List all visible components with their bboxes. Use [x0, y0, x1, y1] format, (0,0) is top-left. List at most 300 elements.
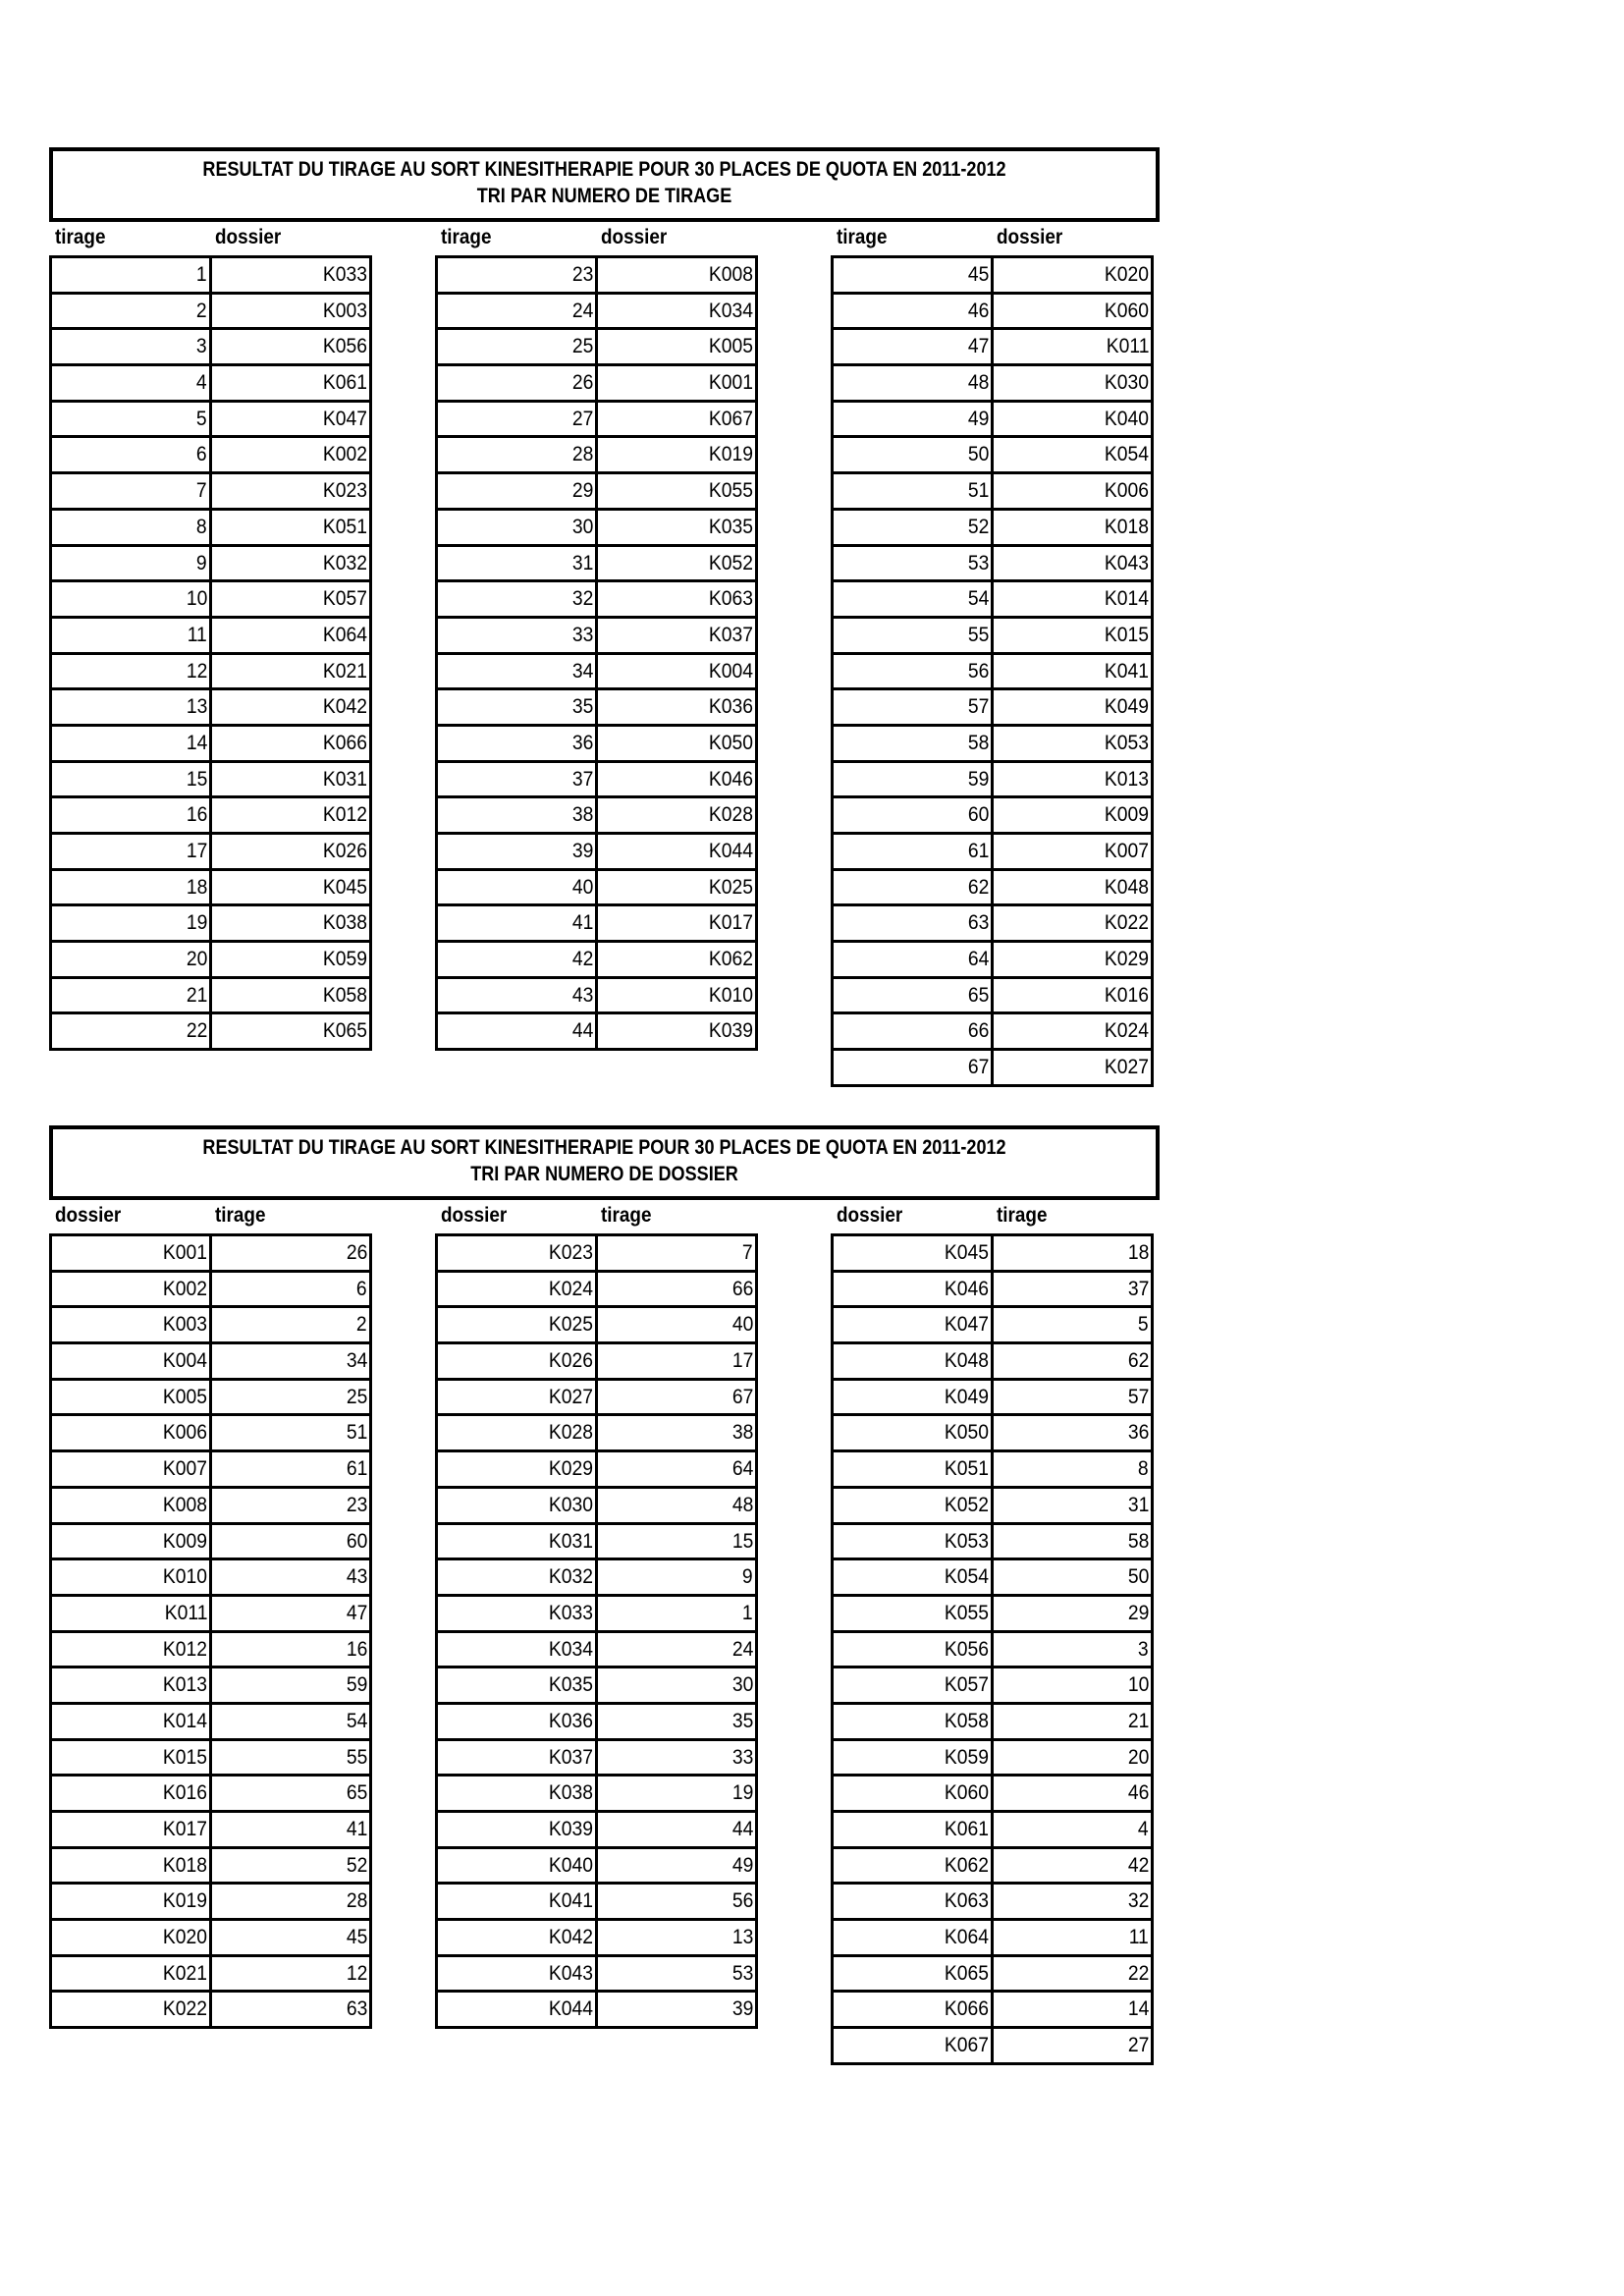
table-row [438, 1560, 758, 1597]
table-cell-first [834, 1957, 994, 1991]
cell-value: 7 [742, 1241, 753, 1264]
table-row [52, 871, 372, 907]
table-row [52, 763, 372, 799]
cell-value: K030 [1104, 371, 1149, 395]
table-cell-second [598, 1489, 758, 1522]
table-row [834, 547, 1154, 583]
cell-value: K047 [944, 1313, 989, 1337]
cell-value: 35 [731, 1709, 753, 1732]
cell-value: K065 [944, 1961, 989, 1985]
cell-value: K019 [708, 443, 753, 466]
table-row [834, 1051, 1154, 1087]
cell-value: 47 [967, 335, 989, 358]
table-cell-second [212, 1849, 372, 1883]
table-cell-second [598, 906, 758, 940]
table-row [834, 835, 1154, 871]
cell-value: 10 [186, 587, 207, 611]
table-row [834, 1452, 1154, 1489]
cell-value: K067 [944, 2034, 989, 2057]
cell-value: K031 [322, 767, 367, 791]
cell-value: 53 [967, 551, 989, 574]
table-cell-first [834, 1525, 994, 1558]
table-cell-first [52, 295, 212, 328]
table-cell-first [52, 1273, 212, 1306]
cell-value: 21 [1127, 1709, 1149, 1732]
cell-value: 7 [196, 479, 207, 503]
table-row [438, 727, 758, 763]
table-row [438, 1308, 758, 1344]
table-cell-first [834, 2029, 994, 2062]
table-cell-first [834, 619, 994, 652]
cell-value: K053 [1104, 731, 1149, 754]
cell-value: K062 [944, 1853, 989, 1877]
cell-value: K011 [164, 1601, 207, 1624]
table-row [834, 1381, 1154, 1417]
table-cell-first [438, 403, 598, 436]
table-row [834, 1489, 1154, 1525]
cell-value: K036 [548, 1709, 593, 1732]
table-row [438, 474, 758, 511]
cell-value: 10 [1127, 1673, 1149, 1697]
table-cell-first [834, 763, 994, 796]
cell-value: K026 [548, 1349, 593, 1373]
table-cell-second [598, 547, 758, 580]
cell-value: K013 [1104, 767, 1149, 791]
table-cell-first [834, 330, 994, 363]
cell-value: K005 [708, 335, 753, 358]
cell-value: K051 [944, 1457, 989, 1481]
cell-value: 25 [571, 335, 593, 358]
cell-value: 17 [186, 840, 207, 862]
table-cell-second [212, 619, 372, 652]
table-cell-second [212, 798, 372, 832]
cell-value: K018 [162, 1853, 207, 1877]
table-cell-first [52, 547, 212, 580]
table-row [438, 1489, 758, 1525]
table-cell-second [994, 835, 1154, 868]
table-row [438, 619, 758, 655]
table-cell-second [212, 1705, 372, 1738]
cell-value: K061 [944, 1818, 989, 1840]
table-row [834, 582, 1154, 619]
cell-value: 60 [346, 1529, 367, 1553]
table-row [52, 1236, 372, 1273]
table-cell-second [212, 474, 372, 508]
cell-value: K044 [708, 840, 753, 862]
cell-value: K041 [548, 1889, 593, 1913]
cell-value: K047 [322, 407, 367, 430]
table-cell-second [212, 835, 372, 868]
cell-value: K024 [1104, 1019, 1149, 1043]
table-row [52, 1705, 372, 1741]
cell-value: 8 [196, 515, 207, 538]
column-header: dossier [997, 226, 1063, 248]
table-cell-first [438, 1452, 598, 1486]
cell-value: K014 [1104, 587, 1149, 611]
table-row [834, 1741, 1154, 1777]
table-cell-second [598, 1885, 758, 1918]
table-row [52, 906, 372, 943]
table-cell-second [598, 871, 758, 904]
cell-value: 57 [967, 695, 989, 719]
table-row [834, 871, 1154, 907]
table-cell-second [212, 1993, 372, 2026]
cell-value: K011 [1106, 335, 1149, 358]
cell-value: 62 [1127, 1349, 1149, 1373]
table-cell-second [598, 1452, 758, 1486]
cell-value: K030 [548, 1493, 593, 1516]
cell-value: 6 [356, 1277, 367, 1300]
cell-value: K022 [1104, 911, 1149, 935]
title-line-1: RESULTAT DU TIRAGE AU SORT KINESITHERAPIE POUR 30 PLACES DE QUOTA EN 2011-2012 [202, 158, 1006, 181]
table-cell-second [212, 258, 372, 292]
table-cell-first [52, 511, 212, 544]
table-row [438, 1416, 758, 1452]
table-row [834, 1668, 1154, 1705]
table-cell-first [52, 1993, 212, 2026]
table-cell-second [994, 403, 1154, 436]
table-cell-second [598, 727, 758, 760]
cell-value: 50 [1127, 1565, 1149, 1589]
table-row [834, 295, 1154, 331]
column-header: dossier [55, 1204, 122, 1227]
table-cell-second [598, 330, 758, 363]
table-cell-first [52, 1381, 212, 1414]
table-cell-first [438, 1236, 598, 1270]
cell-value: K015 [162, 1745, 207, 1769]
cell-value: 40 [731, 1313, 753, 1337]
table-row [438, 1921, 758, 1957]
cell-value: 5 [196, 407, 207, 430]
table-cell-first [52, 1705, 212, 1738]
table-row [52, 582, 372, 619]
table-cell-second [598, 1957, 758, 1991]
cell-value: 51 [967, 479, 989, 503]
table-cell-second [598, 582, 758, 616]
table-cell-first [834, 1777, 994, 1810]
cell-value: K027 [548, 1385, 593, 1408]
table-cell-first [52, 438, 212, 471]
table-row [834, 1014, 1154, 1051]
table-cell-second [994, 295, 1154, 328]
table-cell-first [52, 943, 212, 976]
table-cell-first [438, 906, 598, 940]
table-cell-first [52, 1597, 212, 1630]
title-box [49, 147, 1160, 222]
cell-value: K009 [162, 1529, 207, 1553]
table-cell-second [598, 619, 758, 652]
cell-value: K039 [548, 1818, 593, 1840]
cell-value: 46 [967, 299, 989, 322]
cell-value: K052 [708, 551, 753, 574]
cell-value: K014 [162, 1709, 207, 1732]
table-cell-first [834, 1813, 994, 1846]
cell-value: K060 [944, 1781, 989, 1805]
table-row [438, 1014, 758, 1051]
table-cell-first [438, 1885, 598, 1918]
cell-value: K058 [322, 983, 367, 1007]
table-cell-second [598, 1705, 758, 1738]
table-cell-second [994, 1849, 1154, 1883]
cell-value: K003 [162, 1313, 207, 1337]
cell-value: 41 [346, 1818, 367, 1840]
title-box [49, 1125, 1160, 1200]
table-row [438, 547, 758, 583]
table-row [834, 690, 1154, 727]
table-row [438, 258, 758, 295]
cell-value: 16 [346, 1637, 367, 1661]
table-row [52, 979, 372, 1015]
table-cell-first [438, 835, 598, 868]
cell-value: K007 [1104, 840, 1149, 862]
cell-value: 59 [346, 1673, 367, 1697]
cell-value: 51 [346, 1421, 367, 1445]
cell-value: 13 [186, 695, 207, 719]
cell-value: K042 [322, 695, 367, 719]
cell-value: K035 [708, 515, 753, 538]
cell-value: K016 [162, 1781, 207, 1805]
cell-value: 35 [571, 695, 593, 719]
table-row [52, 690, 372, 727]
table-cell-first [52, 1777, 212, 1810]
cell-value: 20 [1127, 1745, 1149, 1769]
cell-value: 38 [571, 803, 593, 827]
cell-value: K043 [1104, 551, 1149, 574]
column-header: dossier [441, 1204, 508, 1227]
table-cell-second [598, 295, 758, 328]
cell-value: 38 [731, 1421, 753, 1445]
table-cell-first [834, 1741, 994, 1775]
table-row [834, 438, 1154, 474]
cell-value: K024 [548, 1277, 593, 1300]
table-cell-second [994, 1273, 1154, 1306]
table-cell-first [52, 1668, 212, 1702]
cell-value: 28 [346, 1889, 367, 1913]
cell-value: 23 [346, 1493, 367, 1516]
table-cell-second [212, 1452, 372, 1486]
table-row [438, 690, 758, 727]
cell-value: 36 [1127, 1421, 1149, 1445]
table-cell-first [52, 979, 212, 1012]
table-cell-first [438, 1849, 598, 1883]
table-row [52, 258, 372, 295]
cell-value: 52 [967, 515, 989, 538]
table-row [438, 1381, 758, 1417]
cell-value: K057 [944, 1673, 989, 1697]
table-cell-second [994, 474, 1154, 508]
table-cell-first [438, 1525, 598, 1558]
table-row [438, 1777, 758, 1813]
table-cell-second [598, 1273, 758, 1306]
table-cell-second [598, 438, 758, 471]
table-cell-first [834, 1489, 994, 1522]
table-cell-first [834, 295, 994, 328]
table-cell-first [834, 1633, 994, 1667]
table-row [834, 1308, 1154, 1344]
table-cell-first [438, 366, 598, 400]
table-row [52, 295, 372, 331]
table-cell-second [212, 1668, 372, 1702]
table-row [438, 366, 758, 403]
table-cell-second [212, 330, 372, 363]
cell-value: K046 [944, 1277, 989, 1300]
table-cell-first [834, 835, 994, 868]
table-row [834, 1957, 1154, 1994]
cell-value: 33 [571, 623, 593, 646]
cell-value: 61 [967, 840, 989, 862]
table-cell-second [212, 1633, 372, 1667]
table-cell-first [438, 1921, 598, 1954]
table-cell-second [994, 582, 1154, 616]
table-cell-first [438, 1993, 598, 2026]
table-row [834, 1597, 1154, 1633]
table-cell-second [212, 1560, 372, 1594]
table-cell-first [834, 1308, 994, 1341]
table-cell-second [212, 727, 372, 760]
cell-value: K004 [708, 659, 753, 683]
cell-value: K020 [162, 1926, 207, 1949]
table-cell-first [52, 1014, 212, 1048]
column-header: tirage [837, 226, 888, 248]
table-cell-second [994, 1993, 1154, 2026]
table-row [834, 403, 1154, 439]
table-cell-first [52, 403, 212, 436]
cell-value: 5 [1138, 1313, 1149, 1337]
table-cell-second [212, 690, 372, 724]
cell-value: K021 [162, 1961, 207, 1985]
cell-value: 27 [1127, 2034, 1149, 2057]
table-cell-first [438, 1597, 598, 1630]
cell-value: 1 [196, 263, 207, 286]
table-cell-first [438, 871, 598, 904]
table-row [52, 835, 372, 871]
table-cell-first [438, 1705, 598, 1738]
table-row [834, 330, 1154, 366]
table-row [52, 1885, 372, 1921]
cell-value: 39 [731, 1997, 753, 2021]
cell-value: 24 [571, 299, 593, 322]
cell-value: K067 [708, 407, 753, 430]
cell-value: K031 [548, 1529, 593, 1553]
table-cell-first [834, 1849, 994, 1883]
table-cell-first [834, 1560, 994, 1594]
table-row [52, 943, 372, 979]
table-row [834, 619, 1154, 655]
cell-value: 29 [571, 479, 593, 503]
table-cell-second [212, 1921, 372, 1954]
table-cell-second [212, 1273, 372, 1306]
cell-value: 62 [967, 875, 989, 899]
column-header: dossier [601, 226, 668, 248]
table-cell-first [52, 1308, 212, 1341]
table-cell-second [598, 1381, 758, 1414]
cell-value: K023 [322, 479, 367, 503]
table-row [834, 727, 1154, 763]
cell-value: 3 [196, 335, 207, 358]
table-row [438, 1525, 758, 1561]
table-cell-first [834, 438, 994, 471]
table-cell-first [52, 1849, 212, 1883]
table-cell-first [52, 366, 212, 400]
cell-value: 36 [571, 731, 593, 754]
table-cell-second [212, 943, 372, 976]
cell-value: 59 [967, 767, 989, 791]
cell-value: 64 [967, 948, 989, 971]
table-row [834, 763, 1154, 799]
cell-value: 43 [571, 983, 593, 1007]
cell-value: K010 [162, 1565, 207, 1589]
table-row [438, 1993, 758, 2029]
cell-value: 56 [967, 659, 989, 683]
table-row [834, 1921, 1154, 1957]
table-cell-second [212, 547, 372, 580]
table-row [438, 655, 758, 691]
table-cell-first [438, 655, 598, 688]
table-row [438, 835, 758, 871]
cell-value: K025 [548, 1313, 593, 1337]
cell-value: K038 [322, 911, 367, 935]
table-cell-second [994, 798, 1154, 832]
table-row [834, 943, 1154, 979]
cell-value: 42 [1127, 1853, 1149, 1877]
cell-value: K054 [944, 1565, 989, 1589]
table-row [438, 1957, 758, 1994]
table-cell-first [834, 511, 994, 544]
table-cell-first [52, 798, 212, 832]
table-cell-first [52, 474, 212, 508]
table-cell-first [438, 1777, 598, 1810]
cell-value: K042 [548, 1926, 593, 1949]
cell-value: K001 [708, 371, 753, 395]
table-row [438, 1236, 758, 1273]
cell-value: 23 [571, 263, 593, 286]
cell-value: K017 [708, 911, 753, 935]
title-line-2: TRI PAR NUMERO DE TIRAGE [476, 185, 732, 207]
table-cell-first [52, 763, 212, 796]
table-cell-first [438, 943, 598, 976]
cell-value: 27 [571, 407, 593, 430]
table-cell-second [994, 1560, 1154, 1594]
table-cell-first [834, 655, 994, 688]
table-cell-second [598, 1014, 758, 1048]
table-row [52, 619, 372, 655]
table-cell-second [994, 690, 1154, 724]
cell-value: K041 [1104, 659, 1149, 683]
table-cell-first [52, 1489, 212, 1522]
cell-value: K023 [548, 1241, 593, 1264]
table-cell-first [834, 1344, 994, 1378]
table-cell-first [52, 1957, 212, 1991]
table-cell-first [52, 1633, 212, 1667]
table-cell-second [212, 1957, 372, 1991]
table-row [834, 1705, 1154, 1741]
cell-value: 48 [967, 371, 989, 395]
cell-value: 19 [186, 911, 207, 935]
cell-value: K048 [1104, 875, 1149, 899]
table-cell-second [212, 1308, 372, 1341]
table-cell-second [598, 1921, 758, 1954]
table-cell-first [438, 582, 598, 616]
table-cell-first [52, 1416, 212, 1449]
table-row [52, 1560, 372, 1597]
cell-value: 19 [731, 1781, 753, 1805]
table-cell-second [598, 943, 758, 976]
table-row [438, 330, 758, 366]
table-cell-first [834, 1051, 994, 1084]
table-cell-second [212, 1777, 372, 1810]
table-cell-second [994, 2029, 1154, 2062]
table-cell-second [994, 1597, 1154, 1630]
